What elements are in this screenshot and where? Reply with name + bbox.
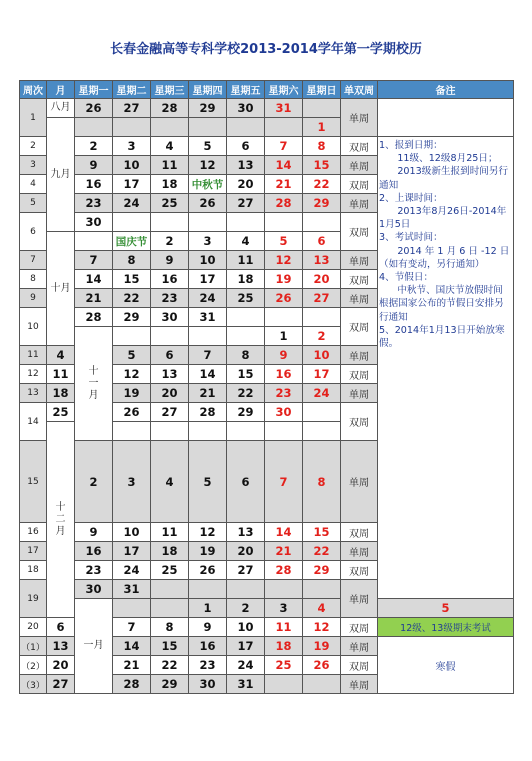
column-header: 星期日 bbox=[303, 81, 341, 99]
week-number: 5 bbox=[20, 194, 47, 213]
day-cell: 4 bbox=[151, 137, 189, 156]
day-cell bbox=[151, 580, 189, 599]
week-number: 16 bbox=[20, 523, 47, 542]
week-type: 单周 bbox=[341, 441, 378, 523]
day-cell: 10 bbox=[189, 251, 227, 270]
day-cell bbox=[189, 422, 227, 441]
day-cell: 3 bbox=[113, 137, 151, 156]
day-cell: 15 bbox=[227, 365, 265, 384]
month-label: 十 二 月 bbox=[47, 422, 75, 618]
day-cell: 16 bbox=[265, 365, 303, 384]
day-cell bbox=[151, 118, 189, 137]
day-cell: 10 bbox=[113, 523, 151, 542]
day-cell bbox=[227, 580, 265, 599]
day-cell: 20 bbox=[151, 384, 189, 403]
day-cell: 25 bbox=[151, 194, 189, 213]
day-cell: 2 bbox=[303, 327, 341, 346]
week-type: 单周 bbox=[341, 99, 378, 137]
day-cell: 5 bbox=[189, 441, 227, 523]
month-label: 十月 bbox=[47, 232, 75, 346]
day-cell bbox=[265, 213, 303, 232]
week-type: 单周 bbox=[341, 289, 378, 308]
day-cell: 30 bbox=[75, 213, 113, 232]
week-number: 11 bbox=[20, 346, 47, 365]
week-type: 双周 bbox=[341, 365, 378, 384]
day-cell: 18 bbox=[265, 637, 303, 656]
day-cell: 7 bbox=[75, 251, 113, 270]
day-cell: 9 bbox=[189, 618, 227, 637]
day-cell: 7 bbox=[113, 618, 151, 637]
week-number: 10 bbox=[20, 308, 47, 346]
day-cell: 2 bbox=[75, 441, 113, 523]
day-cell: 1 bbox=[303, 118, 341, 137]
day-cell: 4 bbox=[227, 232, 265, 251]
day-cell: 16 bbox=[75, 542, 113, 561]
week-number: 9 bbox=[20, 289, 47, 308]
week-number: 8 bbox=[20, 270, 47, 289]
day-cell: 28 bbox=[113, 675, 151, 694]
vacation-label: 寒假 bbox=[378, 637, 514, 694]
week-type: 双周 bbox=[341, 308, 378, 346]
day-cell: 30 bbox=[151, 308, 189, 327]
column-header: 月 bbox=[47, 81, 75, 99]
column-header: 星期三 bbox=[151, 81, 189, 99]
day-cell: 17 bbox=[189, 270, 227, 289]
day-cell: 6 bbox=[227, 441, 265, 523]
day-cell: 15 bbox=[303, 523, 341, 542]
day-cell: 24 bbox=[113, 561, 151, 580]
school-calendar-table bbox=[19, 80, 514, 694]
day-cell: 26 bbox=[75, 99, 113, 118]
week-type: 单周 bbox=[341, 580, 378, 618]
day-cell: 6 bbox=[227, 137, 265, 156]
day-cell: 5 bbox=[113, 346, 151, 365]
week-row bbox=[20, 599, 514, 618]
week-number: 17 bbox=[20, 542, 47, 561]
day-cell: 18 bbox=[151, 175, 189, 194]
day-cell: 24 bbox=[227, 656, 265, 675]
month-label: 八月 bbox=[47, 99, 75, 118]
day-cell: 20 bbox=[303, 270, 341, 289]
day-cell: 26 bbox=[189, 561, 227, 580]
day-cell: 26 bbox=[113, 403, 151, 422]
day-cell: 7 bbox=[265, 137, 303, 156]
column-header: 周次 bbox=[20, 81, 47, 99]
day-cell bbox=[303, 403, 341, 422]
week-type: 单周 bbox=[341, 542, 378, 561]
week-number: 18 bbox=[20, 561, 47, 580]
day-cell bbox=[227, 213, 265, 232]
day-cell: 6 bbox=[47, 618, 75, 637]
day-cell bbox=[303, 213, 341, 232]
week-type: 双周 bbox=[341, 175, 378, 194]
day-cell: 27 bbox=[303, 289, 341, 308]
week-type: 单周 bbox=[341, 384, 378, 403]
day-cell bbox=[113, 213, 151, 232]
day-cell: 28 bbox=[75, 308, 113, 327]
week-number: 4 bbox=[20, 175, 47, 194]
day-cell: 27 bbox=[151, 403, 189, 422]
week-type: 双周 bbox=[341, 403, 378, 441]
week-number: （2） bbox=[20, 656, 47, 675]
day-cell: 22 bbox=[227, 384, 265, 403]
day-cell: 18 bbox=[227, 270, 265, 289]
day-cell: 12 bbox=[189, 156, 227, 175]
day-cell: 11 bbox=[47, 365, 75, 384]
day-cell: 17 bbox=[113, 175, 151, 194]
day-cell: 17 bbox=[113, 542, 151, 561]
week-number: 15 bbox=[20, 441, 47, 523]
day-cell bbox=[265, 118, 303, 137]
day-cell: 2 bbox=[227, 599, 265, 618]
day-cell: 23 bbox=[265, 384, 303, 403]
day-cell: 28 bbox=[265, 561, 303, 580]
day-cell: 10 bbox=[113, 156, 151, 175]
day-cell: 30 bbox=[75, 580, 113, 599]
day-cell: 11 bbox=[265, 618, 303, 637]
day-cell: 30 bbox=[189, 675, 227, 694]
day-cell: 25 bbox=[151, 561, 189, 580]
day-cell bbox=[303, 675, 341, 694]
week-number: 7 bbox=[20, 251, 47, 270]
column-header: 星期四 bbox=[189, 81, 227, 99]
day-cell bbox=[303, 99, 341, 118]
day-cell: 28 bbox=[265, 194, 303, 213]
day-cell: 9 bbox=[151, 251, 189, 270]
day-cell: 29 bbox=[303, 561, 341, 580]
day-cell: 30 bbox=[265, 403, 303, 422]
day-cell: 14 bbox=[75, 270, 113, 289]
day-cell: 21 bbox=[113, 656, 151, 675]
day-cell: 18 bbox=[47, 384, 75, 403]
day-cell: 31 bbox=[265, 99, 303, 118]
week-number: 12 bbox=[20, 365, 47, 384]
day-cell: 20 bbox=[227, 542, 265, 561]
week-type: 单周 bbox=[341, 675, 378, 694]
day-cell bbox=[113, 118, 151, 137]
day-cell bbox=[227, 118, 265, 137]
day-cell bbox=[151, 599, 189, 618]
day-cell: 8 bbox=[227, 346, 265, 365]
day-cell bbox=[151, 327, 189, 346]
day-cell: 21 bbox=[265, 175, 303, 194]
day-cell: 1 bbox=[189, 599, 227, 618]
day-cell: 24 bbox=[113, 194, 151, 213]
day-cell bbox=[265, 675, 303, 694]
day-cell: 16 bbox=[189, 637, 227, 656]
day-cell bbox=[189, 580, 227, 599]
month-label: 一月 bbox=[75, 599, 113, 694]
notes-blank bbox=[378, 99, 514, 137]
day-cell: 20 bbox=[227, 175, 265, 194]
page-title: 长春金融高等专科学校2013-2014学年第一学期校历 bbox=[110, 42, 422, 57]
week-type: 双周 bbox=[341, 213, 378, 251]
day-cell: 28 bbox=[151, 99, 189, 118]
day-cell: 25 bbox=[47, 403, 75, 422]
day-cell: 21 bbox=[75, 289, 113, 308]
week-number: （3） bbox=[20, 675, 47, 694]
day-cell: 29 bbox=[151, 675, 189, 694]
day-cell: 20 bbox=[47, 656, 75, 675]
day-cell: 13 bbox=[151, 365, 189, 384]
day-cell: 2 bbox=[151, 232, 189, 251]
day-cell: 10 bbox=[303, 346, 341, 365]
day-cell: 5 bbox=[378, 599, 514, 618]
day-cell bbox=[151, 422, 189, 441]
day-cell: 14 bbox=[265, 156, 303, 175]
day-cell: 3 bbox=[113, 441, 151, 523]
day-cell: 27 bbox=[227, 561, 265, 580]
day-cell: 23 bbox=[151, 289, 189, 308]
day-cell: 23 bbox=[189, 656, 227, 675]
day-cell: 9 bbox=[75, 523, 113, 542]
day-cell: 8 bbox=[303, 441, 341, 523]
day-cell: 12 bbox=[113, 365, 151, 384]
week-type: 双周 bbox=[341, 137, 378, 156]
day-cell: 19 bbox=[303, 637, 341, 656]
day-cell bbox=[75, 232, 113, 251]
day-cell: 25 bbox=[265, 656, 303, 675]
day-cell bbox=[113, 599, 151, 618]
week-type: 双周 bbox=[341, 618, 378, 637]
week-type: 单周 bbox=[341, 194, 378, 213]
week-number: 19 bbox=[20, 580, 47, 618]
week-number: 1 bbox=[20, 99, 47, 137]
day-cell: 1 bbox=[265, 327, 303, 346]
day-cell: 14 bbox=[189, 365, 227, 384]
day-cell: 2 bbox=[75, 137, 113, 156]
week-number: 20 bbox=[20, 618, 47, 637]
day-cell: 15 bbox=[151, 637, 189, 656]
month-label: 九月 bbox=[47, 118, 75, 232]
day-cell bbox=[303, 308, 341, 327]
day-cell bbox=[303, 580, 341, 599]
week-number: 14 bbox=[20, 403, 47, 441]
week-row bbox=[20, 137, 514, 156]
day-cell: 12 bbox=[265, 251, 303, 270]
day-cell bbox=[113, 327, 151, 346]
day-cell: 3 bbox=[189, 232, 227, 251]
day-cell: 8 bbox=[151, 618, 189, 637]
day-cell: 29 bbox=[189, 99, 227, 118]
header-row bbox=[20, 81, 514, 99]
day-cell: 27 bbox=[47, 675, 75, 694]
week-type: 双周 bbox=[341, 561, 378, 580]
day-cell bbox=[151, 213, 189, 232]
day-cell: 21 bbox=[189, 384, 227, 403]
day-cell: 13 bbox=[303, 251, 341, 270]
day-cell: 9 bbox=[265, 346, 303, 365]
column-header: 星期六 bbox=[265, 81, 303, 99]
day-cell: 26 bbox=[265, 289, 303, 308]
day-cell: 14 bbox=[265, 523, 303, 542]
day-cell bbox=[113, 422, 151, 441]
day-cell: 29 bbox=[227, 403, 265, 422]
day-cell: 23 bbox=[75, 561, 113, 580]
day-cell bbox=[227, 308, 265, 327]
day-cell: 7 bbox=[265, 441, 303, 523]
week-number: 2 bbox=[20, 137, 47, 156]
day-cell: 6 bbox=[303, 232, 341, 251]
notes-text: 1、报到日期： 11级、12级8月25日； 2013级新生报到时间另行通知 2、上课时间： 2013年8月26日-2014年1月5日 3、考试时间： 2014 年 1 月 6 日 -12 日（如有变动，另行通知） 4、节假日： 中秋节、国庆节放假时间根据国家公布的节假日安排另行通知 5、2014年1月13日开始放寒假。 bbox=[378, 137, 514, 599]
column-header: 备注 bbox=[378, 81, 514, 99]
week-type: 双周 bbox=[341, 523, 378, 542]
day-cell: 13 bbox=[227, 156, 265, 175]
day-cell bbox=[265, 580, 303, 599]
week-type: 单周 bbox=[341, 637, 378, 656]
holiday-label: 国庆节 bbox=[113, 232, 151, 251]
column-header: 星期一 bbox=[75, 81, 113, 99]
column-header: 星期五 bbox=[227, 81, 265, 99]
day-cell: 19 bbox=[113, 384, 151, 403]
holiday-label: 中秋节 bbox=[189, 175, 227, 194]
day-cell: 9 bbox=[75, 156, 113, 175]
day-cell: 26 bbox=[189, 194, 227, 213]
day-cell: 24 bbox=[303, 384, 341, 403]
week-number: （1） bbox=[20, 637, 47, 656]
column-header: 星期二 bbox=[113, 81, 151, 99]
day-cell: 28 bbox=[189, 403, 227, 422]
day-cell: 3 bbox=[265, 599, 303, 618]
day-cell: 29 bbox=[113, 308, 151, 327]
day-cell: 16 bbox=[75, 175, 113, 194]
day-cell: 4 bbox=[303, 599, 341, 618]
day-cell bbox=[189, 327, 227, 346]
day-cell: 14 bbox=[113, 637, 151, 656]
day-cell bbox=[75, 118, 113, 137]
day-cell: 4 bbox=[47, 346, 75, 365]
week-row bbox=[20, 99, 514, 118]
week-type: 双周 bbox=[341, 270, 378, 289]
day-cell: 21 bbox=[265, 542, 303, 561]
day-cell: 23 bbox=[75, 194, 113, 213]
day-cell: 8 bbox=[113, 251, 151, 270]
day-cell bbox=[189, 213, 227, 232]
day-cell bbox=[227, 422, 265, 441]
day-cell bbox=[189, 118, 227, 137]
week-number: 3 bbox=[20, 156, 47, 175]
day-cell: 13 bbox=[47, 637, 75, 656]
day-cell: 31 bbox=[113, 580, 151, 599]
day-cell: 4 bbox=[151, 441, 189, 523]
day-cell: 27 bbox=[113, 99, 151, 118]
week-number: 13 bbox=[20, 384, 47, 403]
week-number: 6 bbox=[20, 213, 47, 251]
day-cell: 29 bbox=[303, 194, 341, 213]
day-cell: 25 bbox=[227, 289, 265, 308]
day-cell: 31 bbox=[227, 675, 265, 694]
day-cell: 13 bbox=[227, 523, 265, 542]
week-type: 单周 bbox=[341, 251, 378, 270]
day-cell: 26 bbox=[303, 656, 341, 675]
day-cell: 7 bbox=[189, 346, 227, 365]
day-cell: 22 bbox=[151, 656, 189, 675]
day-cell: 31 bbox=[189, 308, 227, 327]
day-cell: 5 bbox=[189, 137, 227, 156]
day-cell: 19 bbox=[265, 270, 303, 289]
month-label: 十 一 月 bbox=[75, 327, 113, 441]
week-type: 单周 bbox=[341, 156, 378, 175]
day-cell: 22 bbox=[303, 542, 341, 561]
day-cell: 11 bbox=[227, 251, 265, 270]
day-cell: 17 bbox=[303, 365, 341, 384]
day-cell: 22 bbox=[113, 289, 151, 308]
day-cell: 12 bbox=[303, 618, 341, 637]
day-cell: 22 bbox=[303, 175, 341, 194]
day-cell: 10 bbox=[227, 618, 265, 637]
day-cell: 18 bbox=[151, 542, 189, 561]
week-type: 单周 bbox=[341, 346, 378, 365]
day-cell bbox=[303, 422, 341, 441]
column-header: 单双周 bbox=[341, 81, 378, 99]
day-cell: 15 bbox=[303, 156, 341, 175]
day-cell: 16 bbox=[151, 270, 189, 289]
day-cell: 8 bbox=[303, 137, 341, 156]
week-type: 双周 bbox=[341, 656, 378, 675]
day-cell: 24 bbox=[189, 289, 227, 308]
day-cell: 6 bbox=[151, 346, 189, 365]
day-cell: 30 bbox=[227, 99, 265, 118]
day-cell: 19 bbox=[189, 542, 227, 561]
day-cell: 17 bbox=[227, 637, 265, 656]
day-cell: 27 bbox=[227, 194, 265, 213]
day-cell: 12 bbox=[189, 523, 227, 542]
day-cell bbox=[227, 327, 265, 346]
day-cell: 11 bbox=[151, 523, 189, 542]
day-cell bbox=[265, 422, 303, 441]
day-cell: 5 bbox=[265, 232, 303, 251]
day-cell: 15 bbox=[113, 270, 151, 289]
day-cell: 11 bbox=[151, 156, 189, 175]
exam-1213-label: 12级、13级期末考试 bbox=[378, 618, 514, 637]
day-cell bbox=[265, 308, 303, 327]
